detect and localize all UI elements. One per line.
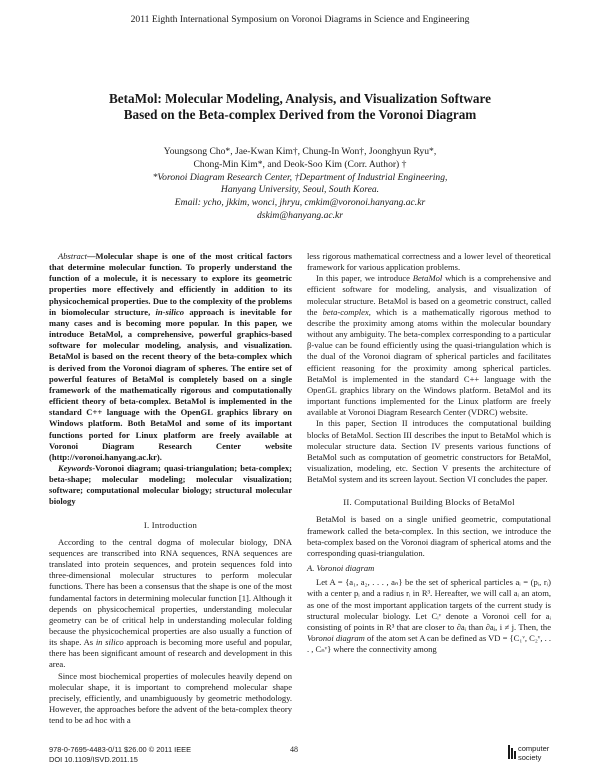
computer-society-icon xyxy=(508,745,516,759)
conference-header: 2011 Eighth International Symposium on Voronoi Diagrams in Science and Engineering xyxy=(130,14,470,25)
logo-text-computer: computer xyxy=(518,744,550,753)
subsection-heading-voronoi: A. Voronoi diagram xyxy=(307,563,375,574)
right-column xyxy=(307,251,551,655)
author-block xyxy=(40,146,560,223)
paper-title xyxy=(40,91,560,123)
section-heading-introduction: I. Introduction xyxy=(143,519,198,530)
paragraph: BetaMol is based on a single unified geometric, computational framework called the beta-complex. In this section, we introduce the beta-complex based on the Voronoi diagram of spherical atoms and the corresponding quasi-triangulation. xyxy=(307,514,551,558)
authors-line-2: Chong-Min Kim*, and Deok-Soo Kim (Corr. Author) † xyxy=(193,158,407,170)
section-heading-building-blocks: II. Computational Building Blocks of BetaMol xyxy=(343,497,515,508)
keywords-label: Keywords xyxy=(58,462,93,473)
title-line-2: Based on the Beta-complex Derived from the Voronoi Diagram xyxy=(123,107,477,122)
logo-text-society: society xyxy=(518,753,542,762)
email-line-1: Email: ycho, jkkim, wonci, jhryu, cmkim@voronoi.hanyang.ac.kr xyxy=(174,197,426,209)
affiliation-line-2: Hanyang University, Seoul, South Korea. xyxy=(220,184,380,196)
abstract-label: Abstract xyxy=(58,251,87,261)
email-line-2: dskim@hanyang.ac.kr xyxy=(256,209,344,221)
footer-doi: DOI 10.1109/ISVD.2011.15 xyxy=(49,754,138,764)
paragraph: According to the central dogma of molecular biology, DNA sequences are transcribed into RNA sequences, RNA sequences are translated into protein sequences, and protein sequences fold into three-dimensional molecular structures to perform molecular functions. There has been a consensus that the shape is one of the most fundamental factors in determining molecular function [1]. Although it depends on physicochemical properties, understanding molecular geometry can be of critical help in understanding molecular folding because the physicochemical properties are also usually a function of its shape. As in silico approach is becoming more useful and popular, there has been significant amount of research and development in this area. xyxy=(49,536,293,670)
paragraph: Since most biochemical properties of molecules heavily depend on molecular shape, it is important to comprehend molecular shape precisely, efficiently, and unambiguously by geometric methodology. However, the approaches before the advent of the beta-complex theory tend to be ad hoc with a xyxy=(49,670,292,726)
paragraph: In this paper, we introduce BetaMol which is a comprehensive and efficient software for modeling, analysis, and visualization of molecular structure. BetaMol is based on a geometric construct, called the beta-complex, which is a mathematically rigorous method to describe the proximity among atoms within the molecular boundary without any ambiguity. The beta-complex corresponding to a particular β-value can be found efficiently using the quasi-triangulation which is the dual of the Voronoi diagram of spherical particles and facilitates efficient reasoning for the proximity among spherical particles. BetaMol is implemented in the standard C++ language with the OpenGL graphics library on the Windows platform. BetaMol and its important functions implemented for the Linux platform are freely available at Voronoi Diagram Research Center (VDRC) website. xyxy=(307,273,551,418)
abstract: Abstract—Molecular shape is one of the most critical factors that determine molecular function. To properly understand the function of a molecule, it is necessary to explore its geometric properties more effectively and efficiently in addition to its physicochemical properties. Due to the complexity of the problems in biomolecular structure, in-silico approach is inevitable for many cases and is becoming more popular. In this paper, we introduce BetaMol, a comprehensive, powerful graphics-based software for molecular modeling, analysis, and visualization. BetaMol is based on the recent theory of the beta-complex which is derived from the Voronoi diagram of spheres. The entire set of powerful features of BetaMol is completely based on a single framework of the mathematically rigorous and computationally efficient theory of beta-complex. BetaMol is implemented in the standard C++ language with the OpenGL graphics library on Windows platform. Both BetaMol and some of its important functions ported for Linux platform are freely available at Voronoi Diagram Research Center website (http://voronoi.hanyang.ac.kr). xyxy=(49,251,292,462)
footer-copyright xyxy=(49,745,191,764)
keywords: Keywords-Voronoi diagram; quasi-triangulation; beta-complex; beta-shape; molecular modeling; molecular visualization; software; computational molecular biology; structural molecular biology xyxy=(49,462,292,507)
left-column xyxy=(49,251,292,726)
paragraph: less rigorous mathematical correctness and a lower level of theoretical framework for various application problems. xyxy=(307,251,551,273)
footer-isbn: 978-0-7695-4483-0/11 $26.00 © 2011 IEEE xyxy=(49,745,192,754)
page-number: 48 xyxy=(290,745,298,754)
affiliation-line-1: *Voronoi Diagram Research Center, †Department of Industrial Engineering, xyxy=(152,171,448,183)
computer-society-logo xyxy=(508,743,556,767)
paragraph: In this paper, Section II introduces the computational building blocks of BetaMol. Section III describes the input to BetaMol which is molecular structure data. Section IV presents various functions of BetaMol such as computation of geometric constructors for BetaMol, visualization, modeling, etc. Section V presents the architecture of BetaMol system and its screen layout. Section VI concludes the paper. xyxy=(307,418,551,485)
title-line-1: BetaMol: Molecular Modeling, Analysis, and Visualization Software xyxy=(109,91,491,106)
authors-line-1: Youngsong Cho*, Jae-Kwan Kim†, Chung-In Won†, Joonghyun Ryu*, xyxy=(163,146,437,157)
paragraph: Let A = {a₁, a₂, . . . , aₙ} be the set of spherical particles aᵢ = (pᵢ, rᵢ) with a center pᵢ and a radius rᵢ in R³. Hereafter, we will call aᵢ an atom, as one of the most important application targets of the current study is structural molecular biology. Let Cᵢᵛ denote a Voronoi cell for aᵢ consisting of points in R³ that are closer to ∂aᵢ than ∂aⱼ, i ≠ j. Then, the Voronoi diagram of the atom set A can be defined as VD = {C₁ᵛ, C₂ᵛ, . . . , Cₙᵛ} where the connectivity among xyxy=(307,577,552,655)
